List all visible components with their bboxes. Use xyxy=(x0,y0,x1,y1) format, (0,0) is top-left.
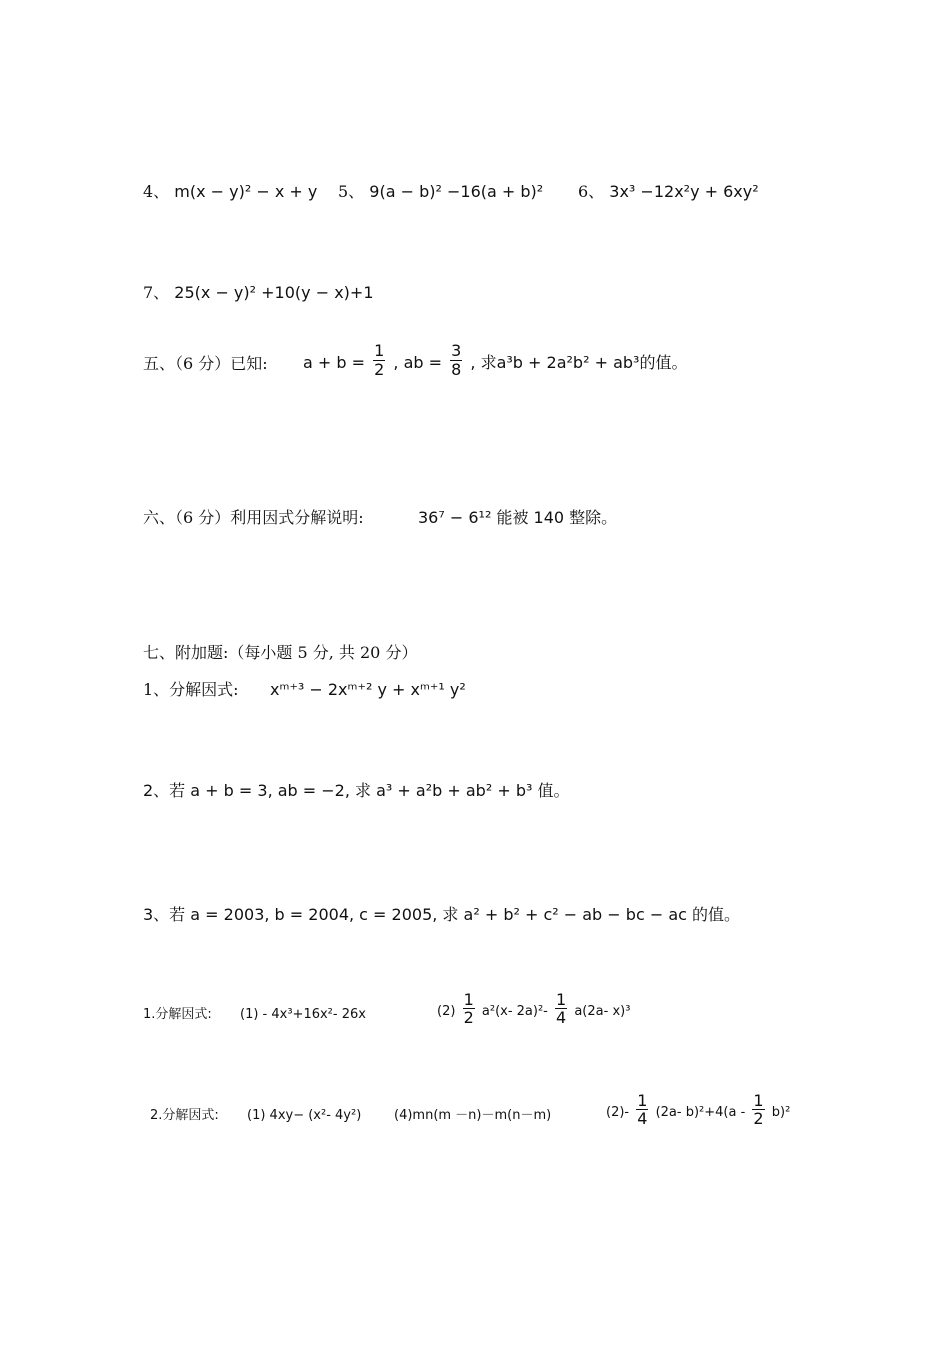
fraction-numerator: 1 xyxy=(753,1091,764,1110)
problem-7-label: 7、 xyxy=(143,283,170,302)
problem-7 xyxy=(143,285,374,301)
question-1-label: 1、分解因式: xyxy=(143,680,239,699)
question-2-text: 2、若 a + b = 3, ab = −2, 求 a³ + a²b + ab² + b³ 值。 xyxy=(143,781,570,800)
problem-4-label: 4、 xyxy=(143,182,170,201)
fraction-one-half xyxy=(463,991,475,1026)
extra-1-part-2 xyxy=(437,990,631,1029)
extra-2-part-2-prefix: (2)- xyxy=(606,1105,630,1120)
fraction-one-half xyxy=(373,342,385,379)
section-5-condition-2: , ab = xyxy=(393,353,443,372)
fraction-one-quarter xyxy=(636,1092,648,1127)
problem-6-expression: 3x³ −12x²y + 6xy² xyxy=(609,182,759,201)
fraction-denominator: 4 xyxy=(556,1008,567,1027)
problem-6 xyxy=(578,184,759,200)
question-1-expression: xᵐ⁺³ − 2xᵐ⁺² y + xᵐ⁺¹ y² xyxy=(270,680,466,699)
extra-1-part-2-end: a(2a- x)³ xyxy=(574,1004,631,1019)
extra-2-label: 2.分解因式: xyxy=(150,1108,219,1123)
section-6-statement: 36⁷ − 6¹² 能被 140 整除。 xyxy=(418,508,618,527)
fraction-one-half xyxy=(752,1092,764,1127)
extra-2-part-2 xyxy=(606,1091,791,1130)
section-5-question: , 求a³b + 2a²b² + ab³的值。 xyxy=(470,353,688,372)
problem-6-label: 6、 xyxy=(578,182,605,201)
problem-4-expression: m(x − y)² − x + y xyxy=(174,182,318,201)
extra-2-part-1: (1) 4xy− (x²- 4y²) xyxy=(247,1108,362,1123)
fraction-numerator: 1 xyxy=(556,990,567,1009)
problem-4 xyxy=(143,184,317,200)
problem-7-expression: 25(x − y)² +10(y − x)+1 xyxy=(174,283,374,302)
extra-2-part-4: (4)mn(m －n)－m(n－m) xyxy=(394,1108,552,1123)
section-6-heading: 六、（6 分）利用因式分解说明: xyxy=(143,508,364,527)
section-5-condition-1: a + b = xyxy=(303,353,366,372)
fraction-numerator: 1 xyxy=(374,341,385,360)
problem-5 xyxy=(338,184,543,200)
extra-2-part-2-end: b)² xyxy=(771,1105,791,1120)
fraction-denominator: 4 xyxy=(637,1109,648,1128)
fraction-denominator: 8 xyxy=(451,360,462,379)
extra-2-part-2-middle: (2a- b)²+4(a - xyxy=(655,1105,746,1120)
extra-1-part-2-prefix: (2) xyxy=(437,1004,456,1019)
section-5-formula xyxy=(303,341,688,382)
section-5-heading: 五、（6 分）已知: xyxy=(143,354,268,373)
question-3-text: 3、若 a = 2003, b = 2004, c = 2005, 求 a² + b² + c² − ab − bc − ac 的值。 xyxy=(143,905,741,924)
section-7-heading-text: 七、附加题:（每小题 5 分, 共 20 分） xyxy=(143,643,418,662)
fraction-numerator: 1 xyxy=(463,990,474,1009)
fraction-numerator: 1 xyxy=(637,1091,648,1110)
fraction-three-eighths xyxy=(450,342,462,379)
problem-5-label: 5、 xyxy=(338,182,365,201)
fraction-numerator: 3 xyxy=(451,341,462,360)
fraction-denominator: 2 xyxy=(374,360,385,379)
extra-1-part-2-middle: a²(x- 2a)²- xyxy=(481,1004,548,1019)
problem-5-expression: 9(a − b)² −16(a + b)² xyxy=(369,182,544,201)
extra-1-label: 1.分解因式: xyxy=(143,1007,212,1022)
extra-1-part-1: (1) - 4x³+16x²- 26x xyxy=(240,1007,366,1022)
fraction-denominator: 2 xyxy=(463,1008,474,1027)
fraction-denominator: 2 xyxy=(753,1109,764,1128)
fraction-one-quarter xyxy=(555,991,567,1026)
